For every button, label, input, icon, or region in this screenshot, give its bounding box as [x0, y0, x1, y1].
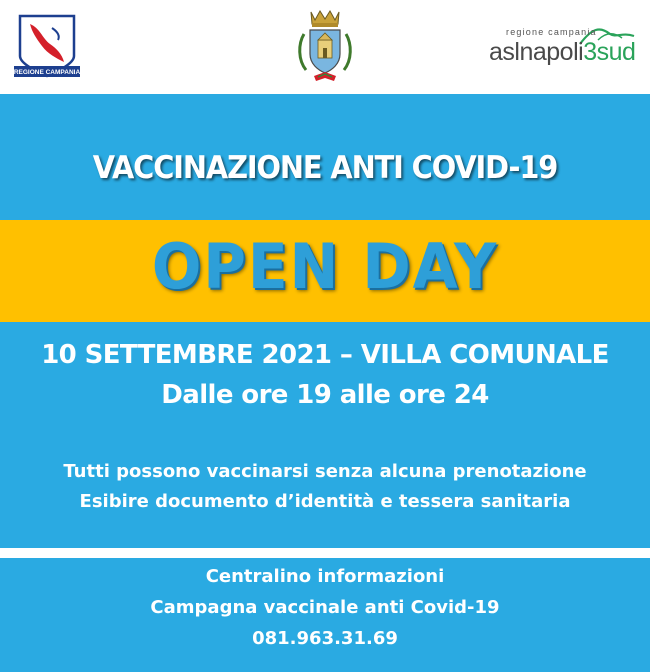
open-day-heading: OPEN DAY	[151, 230, 499, 303]
contact-phone: 081.963.31.69	[252, 628, 398, 649]
note-documents: Esibire documento d’identità e tessera sanitaria	[79, 491, 571, 512]
asl-region-label: regione campania	[506, 27, 597, 37]
event-hours: Dalle ore 19 alle ore 24	[161, 380, 489, 410]
regione-campania-label: REGIONE CAMPANIA	[13, 69, 81, 76]
regione-campania-logo	[12, 14, 82, 78]
asl-name-part2: 3sud	[583, 38, 636, 66]
header	[0, 0, 650, 94]
asl-name-part1: aslnapoli	[489, 38, 584, 66]
asl-napoli-3-sud-logo	[486, 24, 636, 78]
page-title: VACCINAZIONE ANTI COVID-19	[92, 150, 558, 186]
event-date-place: 10 SETTEMBRE 2021 – VILLA COMUNALE	[41, 340, 609, 370]
asl-name	[489, 38, 635, 67]
contact-heading: Centralino informazioni	[205, 566, 445, 587]
contact-campaign: Campagna vaccinale anti Covid-19	[150, 597, 500, 618]
band-separator	[0, 548, 650, 558]
note-no-booking: Tutti possono vaccinarsi senza alcuna prenotazione	[63, 461, 587, 482]
municipal-crest-icon	[294, 6, 356, 86]
